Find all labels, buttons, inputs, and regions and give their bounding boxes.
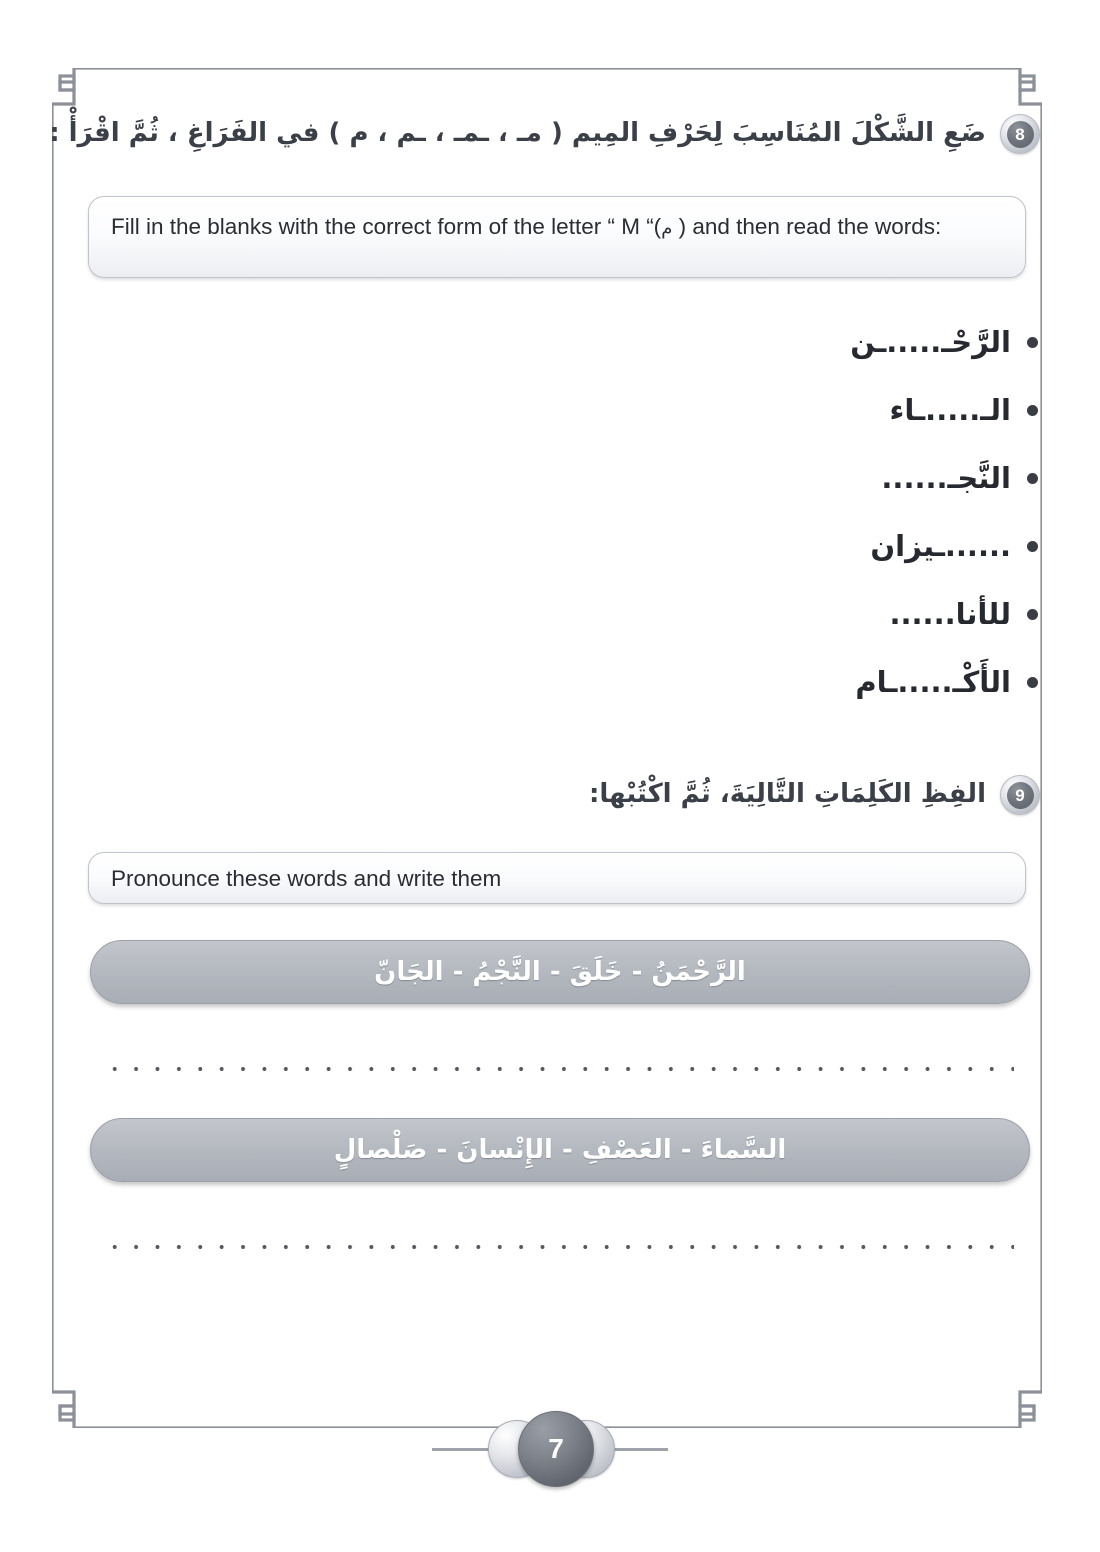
exercise-8-arabic-instruction: ضَعِ الشَّكْلَ المُنَاسِبَ لِحَرْفِ المِيم ( مـ ، ـمـ ، ـم ، م ) في الفَرَاغِ ، ثُمَّ اقْرَأْ : [49, 118, 986, 148]
blank-word-4[interactable]: ......ـيزان [870, 529, 1011, 563]
list-item [420, 512, 1040, 580]
fill-in-blank-word-list [420, 308, 1040, 716]
page-number-group [0, 1402, 1100, 1494]
writing-line-1[interactable] [104, 1066, 1014, 1072]
blank-word-1[interactable]: الرَّحْـ.....ـن [850, 325, 1011, 359]
exercise-number-8: 8 [1007, 121, 1034, 148]
blank-word-6[interactable]: الأَكْـ.....ـام [855, 665, 1011, 699]
exercise-9-heading-row [589, 775, 1040, 815]
letter-meem-glyph: م [661, 218, 673, 239]
exercise-number-badge-9 [1000, 775, 1040, 815]
list-item [420, 376, 1040, 444]
instruction-part-2: ) and then read the words: [672, 214, 942, 239]
bullet-dot-icon [1027, 473, 1038, 484]
blank-word-3[interactable]: النَّجـ...... [881, 461, 1011, 495]
list-item [420, 308, 1040, 376]
list-item [420, 648, 1040, 716]
blank-word-2[interactable]: الـ.....ـاء [889, 393, 1011, 427]
exercise-number-badge-8 [1000, 114, 1040, 154]
word-pill-row-1-text: الرَّحْمَنُ - خَلَقَ - النَّجْمُ - الجَانّ [374, 957, 746, 987]
bullet-dot-icon [1027, 405, 1038, 416]
exercise-8-english-instruction-text [111, 211, 1005, 243]
exercise-9-arabic-instruction: الفِظِ الكَلِمَاتِ التَّالِيَةَ، ثُمَّ اكْتُبْها: [589, 779, 986, 809]
bullet-dot-icon [1027, 337, 1038, 348]
bullet-dot-icon [1027, 541, 1038, 552]
exercise-9-english-instruction-box [88, 852, 1026, 904]
bullet-dot-icon [1027, 677, 1038, 688]
bullet-dot-icon [1027, 609, 1038, 620]
exercise-number-9: 9 [1007, 782, 1034, 809]
list-item [420, 444, 1040, 512]
exercise-9-english-instruction-text: Pronounce these words and write them [111, 866, 502, 891]
word-pill-row-2-text: السَّماءَ - العَصْفِ - الإِنْسانَ - صَلْصالٍ [333, 1135, 787, 1165]
instruction-part-1: Fill in the blanks with the correct form of the letter “ M “( [111, 214, 662, 239]
exercise-8-heading-row [49, 114, 1040, 154]
page-number: 7 [548, 1433, 564, 1464]
word-pill-row-2 [90, 1118, 1030, 1182]
word-pill-row-1 [90, 940, 1030, 1004]
blank-word-5[interactable]: للأنا...... [889, 597, 1011, 631]
writing-line-2[interactable] [104, 1244, 1014, 1250]
exercise-8-english-instruction-box [88, 196, 1026, 278]
list-item [420, 580, 1040, 648]
page-number-badge [518, 1411, 594, 1487]
